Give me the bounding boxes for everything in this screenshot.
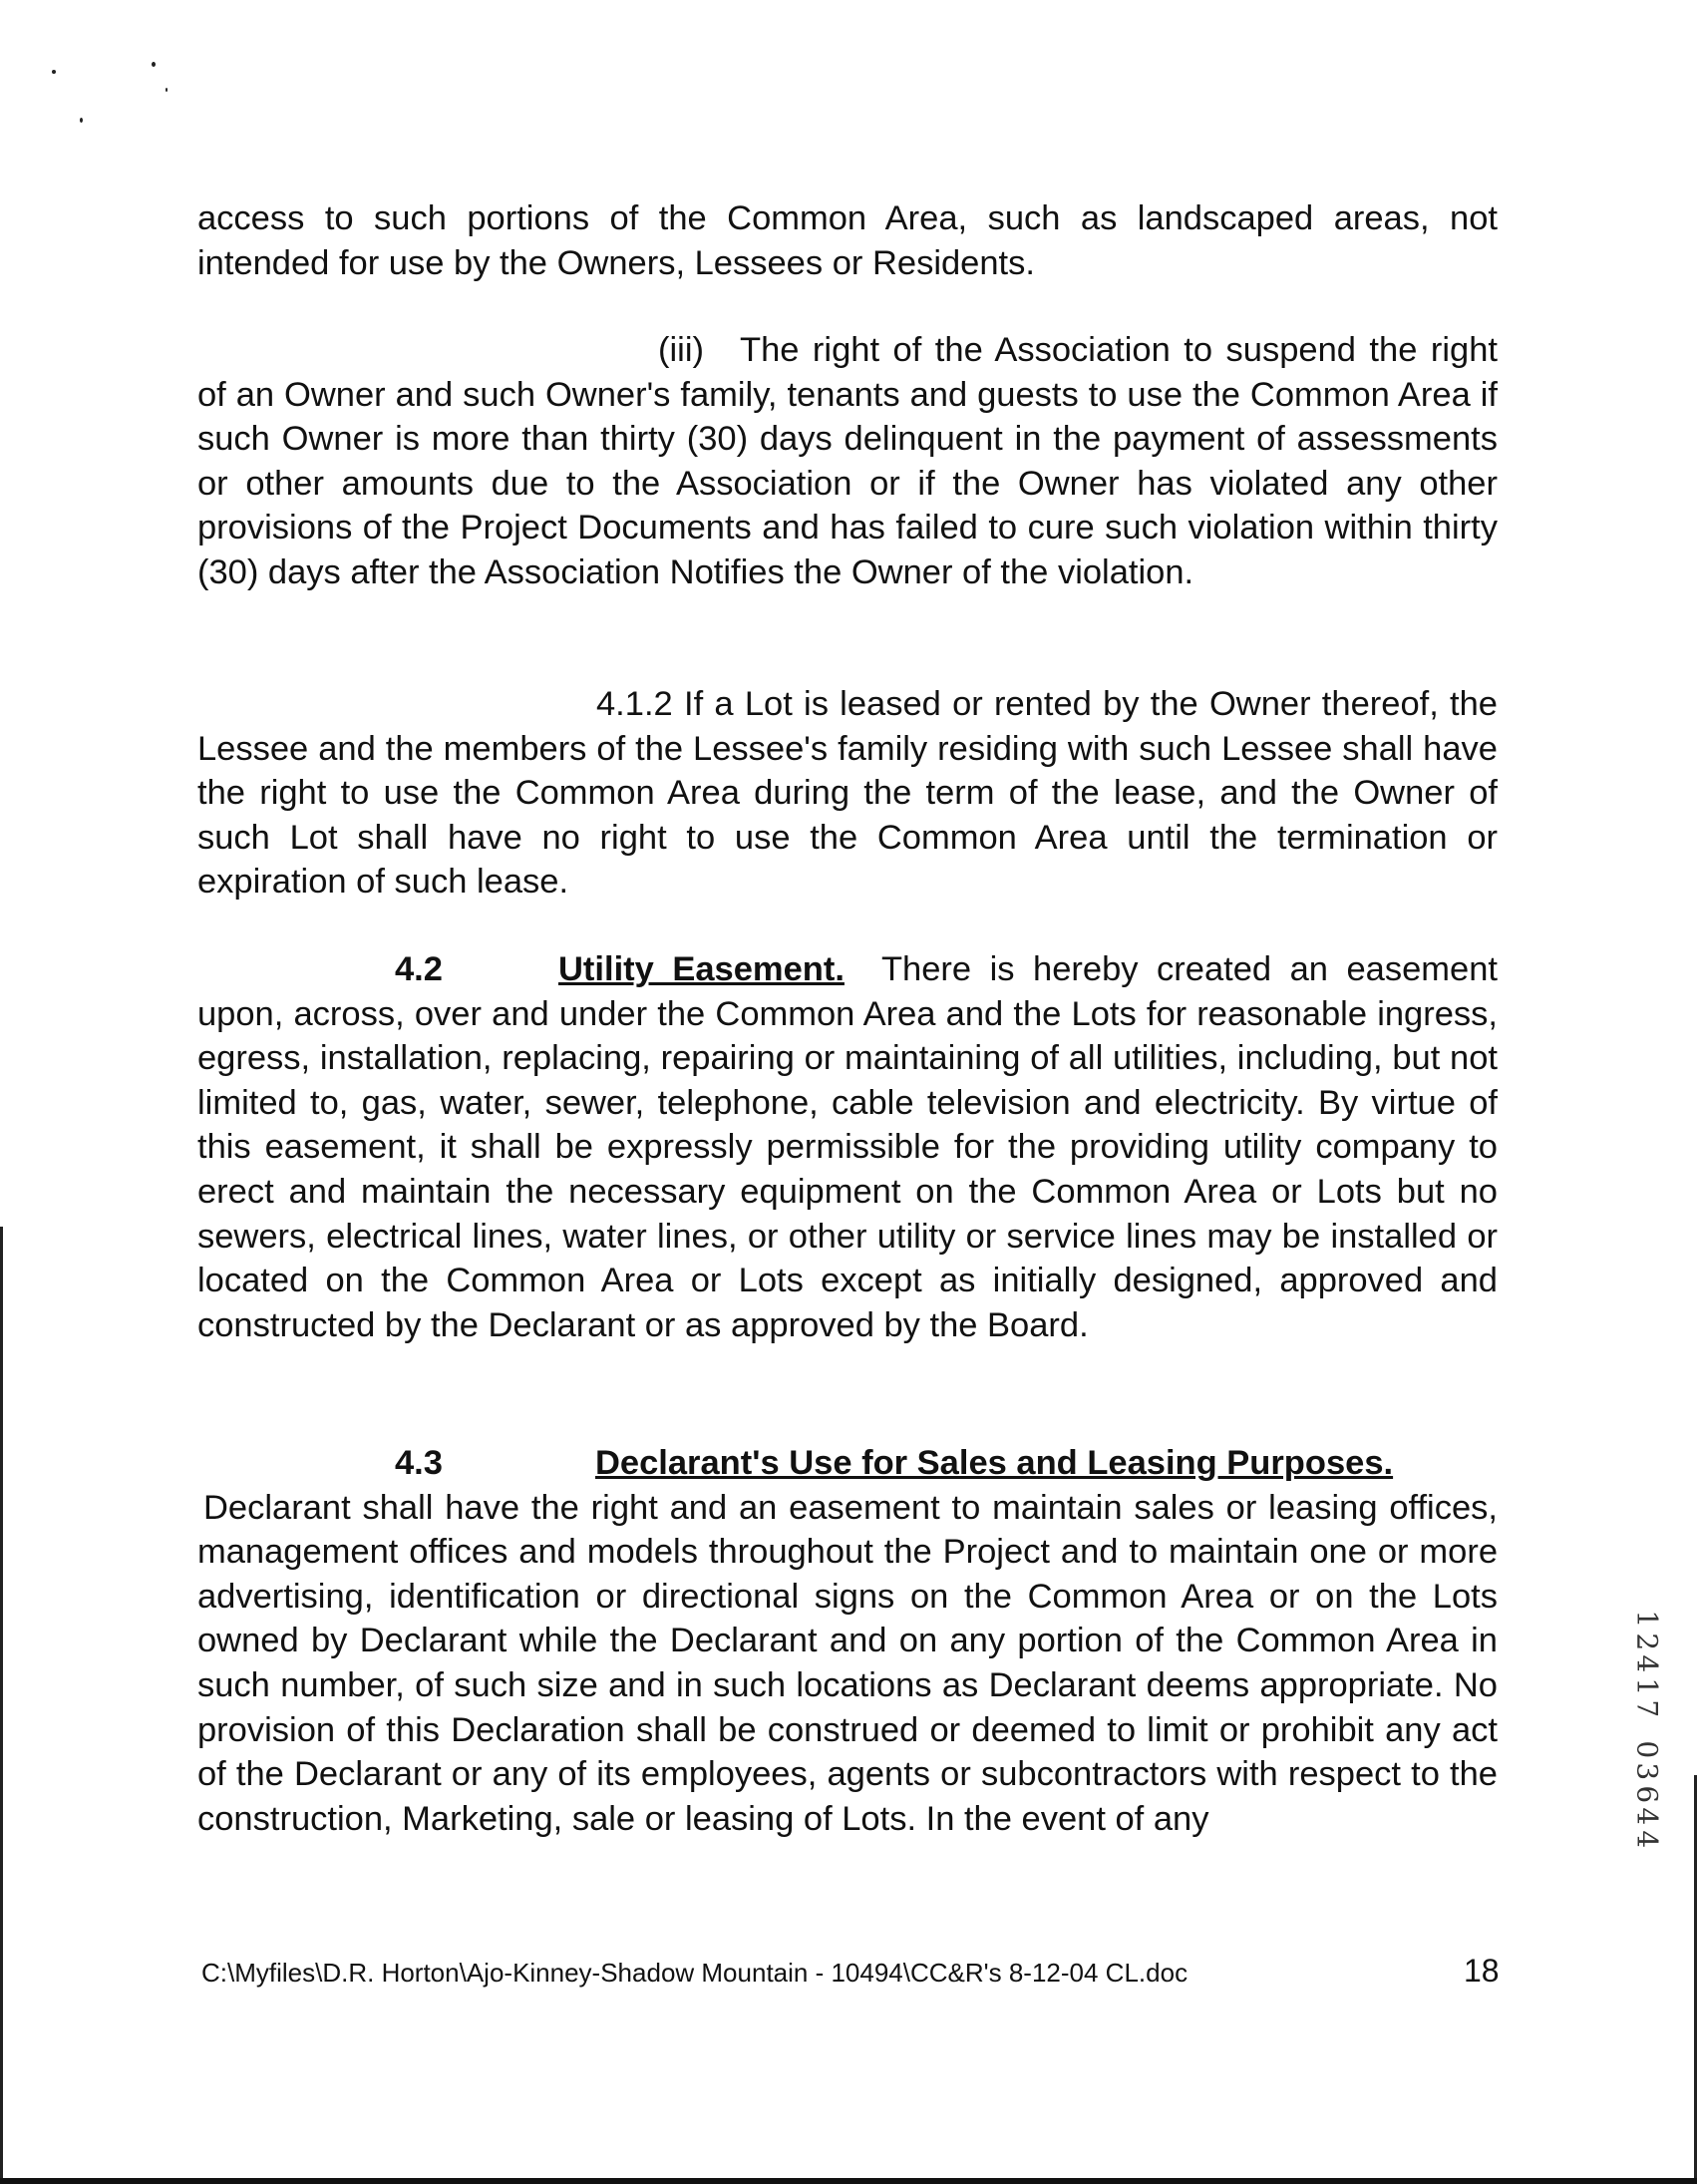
scan-speck: [166, 88, 168, 92]
scan-speck: [52, 70, 56, 74]
page-number: 18: [1464, 1953, 1500, 1989]
item-label: (iii): [658, 331, 704, 369]
recording-stamp-glyph: 4: [1630, 1829, 1664, 1848]
paragraph-common-area-access: [197, 196, 1498, 285]
section-body: [197, 1486, 1498, 1842]
section-number: 4.3: [395, 1444, 443, 1482]
section-number: 4.2: [395, 950, 443, 988]
recording-stamp-glyph: 6: [1630, 1784, 1664, 1803]
section-title: Utility Easement.: [558, 950, 845, 988]
recording-stamp-glyph: 7: [1630, 1699, 1664, 1718]
paragraph-lease-rights: [197, 682, 1498, 905]
scan-edge-bottom: [0, 2178, 1697, 2184]
recording-stamp-glyph: 1: [1630, 1676, 1664, 1695]
recording-stamp-glyph: 0: [1630, 1739, 1664, 1758]
recording-stamp-glyph: 4: [1630, 1807, 1664, 1826]
recording-stamp-glyph: 3: [1630, 1762, 1664, 1781]
scan-edge-left: [0, 1227, 3, 2184]
footer-file-path: C:\Myfiles\D.R. Horton\Ajo-Kinney-Shadow Mountain - 10494\CC&R's 8-12-04 CL.doc: [201, 1958, 1188, 1988]
section-heading: [197, 1441, 1498, 1486]
section-title: Declarant's Use for Sales and Leasing Purposes.: [595, 1444, 1394, 1482]
item-label: 4.1.2: [596, 685, 673, 723]
section-text: There is hereby created an easement upon, across, over and under the Common Area and the Lots for reasonable ingress, egress, installation, replacing, repairing or maintaining of all utilities, including, but not limited to, gas, water, sewer, telephone, cable television and electricity. By virtue of this easement, it shall be expressly permissible for the providing utility company to erect and maintain the necessary equipment on the Common Area or Lots but no sewers, electrical lines, water lines, or other utility or service lines may be installed or located on the Common Area or Lots except as initially designed, approved and constructed by the Declarant or as approved by the Board.: [197, 950, 1498, 1344]
scan-speck: [80, 118, 83, 123]
section-declarant-use: [197, 1441, 1498, 1841]
section-text: Declarant shall have the right and an easement to maintain sales or leasing offices, management offices and models throughout the Project and to maintain one or more advertising, identification or directional signs on the Common Area or on the Lots owned by Declarant while the Declarant and on any portion of the Common Area in such number, of such size and in such locations as Declarant deems appropriate. No provision of this Declaration shall be construed or deemed to limit or prohibit any act of the Declarant or any of its employees, agents or subcontractors with respect to the construction, Marketing, sale or leasing of Lots. In the event of any: [197, 1488, 1498, 1838]
paragraph-text: access to such portions of the Common Area, such as landscaped areas, not intended for use by the Owners, Lessees or Residents.: [197, 199, 1498, 282]
section-utility-easement: [197, 947, 1498, 1347]
recording-stamp-glyph: 4: [1630, 1654, 1664, 1673]
recording-stamp-glyph: 2: [1630, 1632, 1664, 1650]
paragraph-text: If a Lot is leased or rented by the Owner thereof, the Lessee and the members of the Lessee's family residing with such Lessee shall have the right to use the Common Area during the term of the lease, and the Owner of such Lot shall have no right to use the Common Area until the termination or expiration of such lease.: [197, 685, 1498, 902]
scan-speck: [152, 62, 156, 67]
recording-stamp-glyph: 1: [1630, 1610, 1664, 1629]
paragraph-text: The right of the Association to suspend the right of an Owner and such Owner's family, tenants and guests to use the Common Area if such Owner is more than thirty (30) days delinquent in the payment of assessments or other amounts due to the Association or if the Owner has violated any other provisions of the Project Documents and has failed to cure such violation within thirty (30) days after the Association Notifies the Owner of the violation.: [197, 331, 1498, 591]
recording-stamp-text: [1630, 1608, 1664, 1850]
recording-stamp: [1630, 1608, 1664, 1850]
paragraph-suspension-right: [197, 328, 1498, 595]
